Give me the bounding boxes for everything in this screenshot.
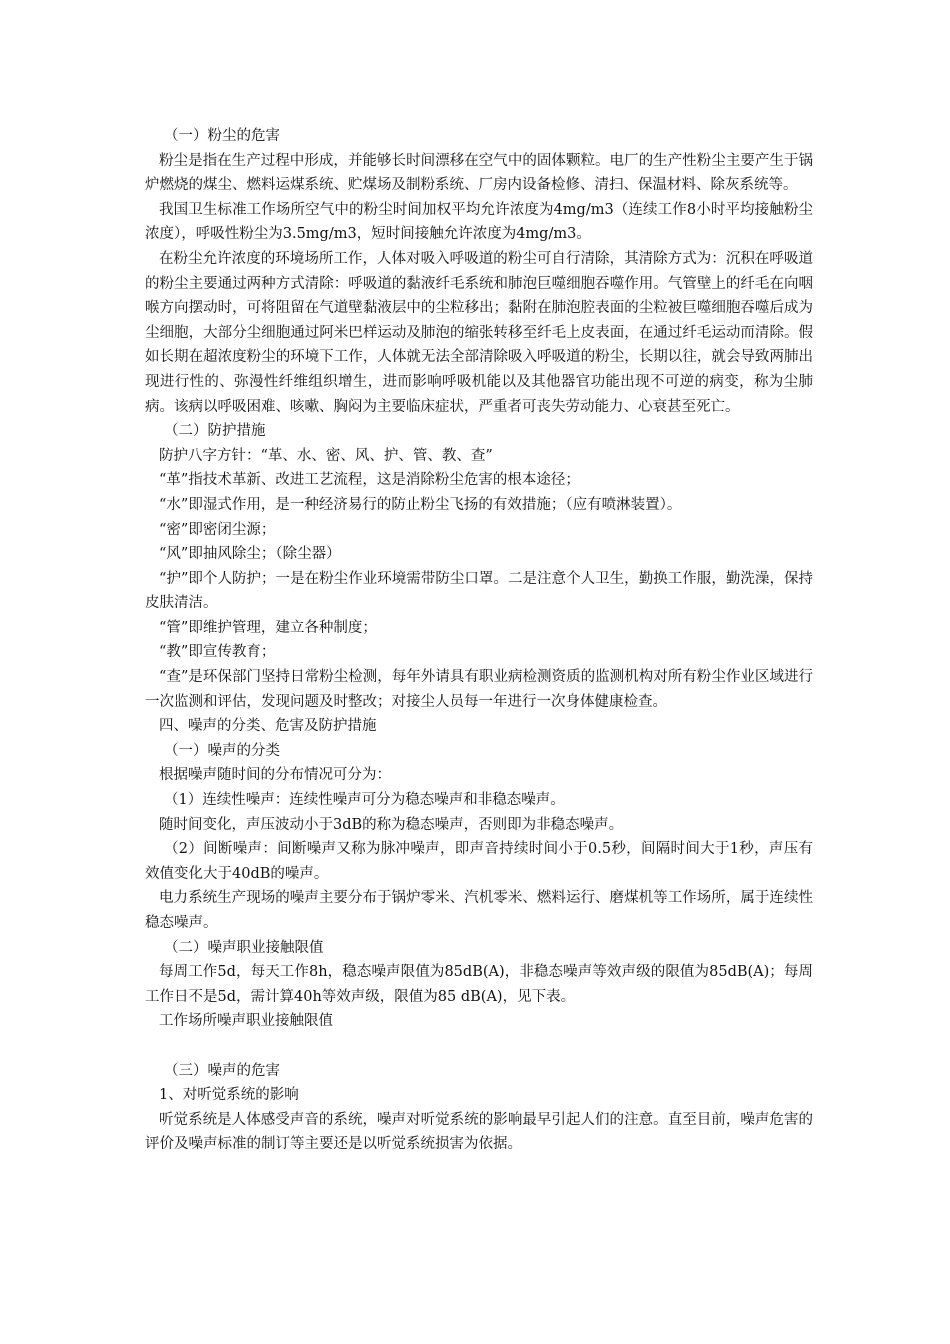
section-heading-dust-hazard: （一）粉尘的危害 bbox=[164, 128, 280, 144]
paragraph-power-plant-noise: 电力系统生产现场的噪声主要分布于锅炉零米、汽机零米、燃料运行、磨煤机等工作场所，属于连续性稳态噪声。 bbox=[145, 890, 813, 931]
blank-line bbox=[145, 1034, 813, 1059]
paragraph-noise-distribution: 根据噪声随时间的分布情况可分为： bbox=[159, 767, 391, 784]
paragraph-protection-policy: 防护八字方针：“革、水、密、风、护、管、教、查” bbox=[159, 447, 493, 464]
subsection-heading-noise-classification: （一）噪声的分类 bbox=[164, 742, 280, 759]
document-body bbox=[145, 124, 813, 1157]
subsection-heading-exposure-limit: （二）噪声职业接触限值 bbox=[164, 939, 324, 956]
table-caption-noise-limit: 工作场所噪声职业接触限值 bbox=[159, 1013, 333, 1030]
paragraph-dust-standard: 我国卫生标准工作场所空气中的粉尘时间加权平均允许浓度为4mg/m3（连续工作8小时平均接触粉尘浓度），呼吸性粉尘为3.5mg/m3，短时间接触允许浓度为4mg/m3。 bbox=[145, 201, 813, 243]
section-heading-noise: 四、噪声的分类、危害及防护措施 bbox=[159, 718, 377, 735]
paragraph-continuous-noise: （1）连续性噪声：连续性噪声可分为稳态噪声和非稳态噪声。 bbox=[164, 792, 565, 809]
paragraph-hearing-heading: 1、对听觉系统的影响 bbox=[159, 1087, 299, 1104]
section-heading-protection: （二）防护措施 bbox=[164, 423, 266, 440]
paragraph-dust-definition: 粉尘是指在生产过程中形成，并能够长时间漂移在空气中的固体颗粒。电厂的生产性粉尘主要产生于锅炉燃烧的煤尘、燃料运煤系统、贮煤场及制粉系统、厂房内设备检修、清扫、保温材料、除灰系统等。 bbox=[145, 152, 813, 194]
list-item-mi: “密”即密闭尘源； bbox=[159, 521, 276, 538]
paragraph-exposure-limit: 每周工作5d，每天工作8h，稳态噪声限值为85dB(A)，非稳态噪声等效声级的限值为85dB(A)；每周工作日不是5d，需计算40h等效声级，限值为85 dB(A)，见下表。 bbox=[145, 964, 813, 1005]
list-item-cha: “查”是环保部门坚持日常粉尘检测，每年外请具有职业病检测资质的监测机构对所有粉尘作业区域进行一次监测和评估，发现问题及时整改；对接尘人员每一年进行一次身体健康检查。 bbox=[145, 669, 813, 710]
list-item-hu: “护”即个人防护；一是在粉尘作业环境需带防尘口罩。二是注意个人卫生，勤换工作服，勤洗澡，保持皮肤清洁。 bbox=[145, 570, 813, 612]
list-item-ge: “革”指技术革新、改进工艺流程，这是消除粉尘危害的根本途径； bbox=[159, 472, 580, 489]
paragraph-hearing-system: 听觉系统是人体感受声音的系统，噪声对听觉系统的影响最早引起人们的注意。直至目前，噪声危害的评价及噪声标准的制订等主要还是以听觉系统损害为依据。 bbox=[145, 1111, 813, 1153]
paragraph-dust-clearance: 在粉尘允许浓度的环境场所工作，人体对吸入呼吸道的粉尘可自行清除，其清除方式为：沉积在呼吸道的粉尘主要通过两种方式清除：呼吸道的黏液纤毛系统和肺泡巨噬细胞吞噬作用。气管壁上的纤毛在向咽喉方向摆动时，可将阻留在气道壁黏液层中的尘粒移出；黏附在肺泡腔表面的尘粒被巨噬细胞吞噬后成为尘细胞，大部分尘细胞通过阿米巴样运动及肺泡的缩张转移至纤毛上皮表面，在通过纤毛运动而清除。假如长期在超浓度粉尘的环境下工作，人体就无法全部清除吸入呼吸道的粉尘，长期以往，就会导致两肺出现进行性的、弥漫性纤维组织增生，进而影响呼吸机能以及其他器官功能出现不可逆的病变，称为尘肺病。该病以呼吸困难、咳嗽、胸闷为主要临床症状，严重者可丧失劳动能力、心衰甚至死亡。 bbox=[145, 250, 813, 415]
list-item-feng: “风”即抽风除尘；（除尘器） bbox=[159, 546, 341, 563]
list-item-guan: “管”即维护管理，建立各种制度； bbox=[159, 619, 377, 636]
list-item-jiao: “教”即宣传教育； bbox=[159, 644, 276, 661]
paragraph-steady-noise: 随时间变化，声压波动小于3dB的称为稳态噪声，否则即为非稳态噪声。 bbox=[159, 816, 624, 833]
list-item-shui: “水”即湿式作用，是一种经济易行的防止粉尘飞扬的有效措施；（应有喷淋装置）。 bbox=[159, 496, 682, 513]
paragraph-intermittent-noise: （2）间断噪声：间断噪声又称为脉冲噪声，即声音持续时间小于0.5秒，间隔时间大于1秒，声压有效值变化大于40dB的噪声。 bbox=[145, 841, 813, 882]
subsection-heading-noise-hazard: （三）噪声的危害 bbox=[164, 1062, 280, 1079]
